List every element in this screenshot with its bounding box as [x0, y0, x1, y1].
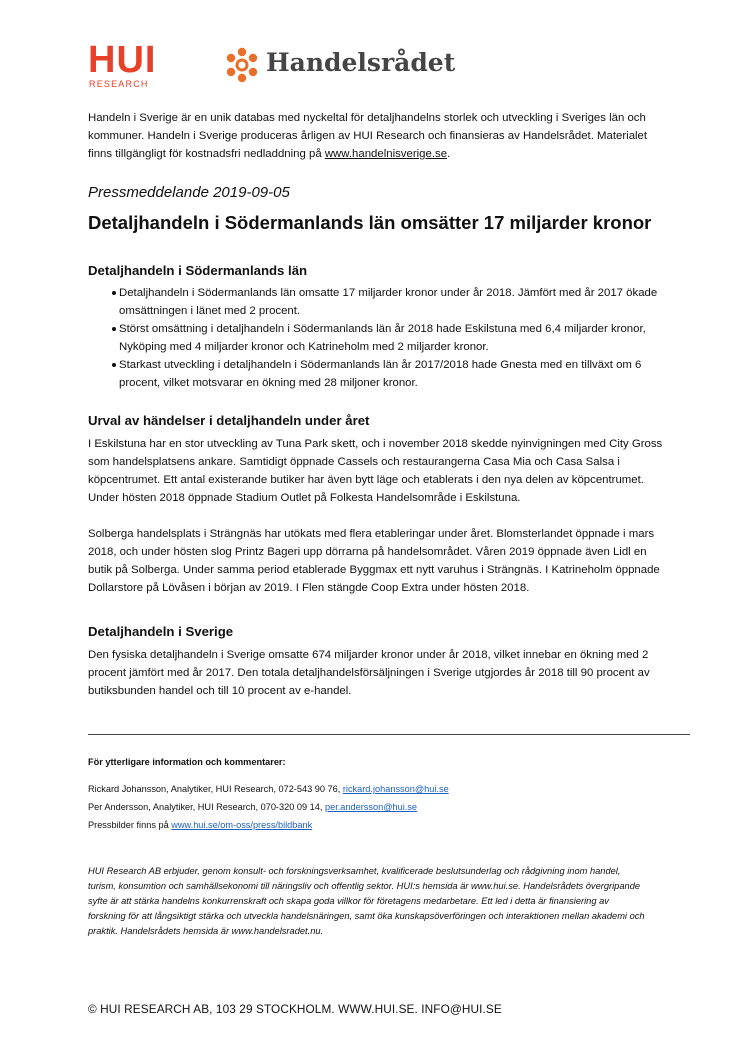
about-paragraph: HUI Research AB erbjuder, genom konsult- och forskningsverksamhet, kvalificerade beslutsunderlag och rådgivning inom handel, turism, konsumtion och samhällsekonomi till näringsliv och offentlig sektor. HUI:s hemsida är www.hui.se. Handelsrådets övergripande syfte är att stärka handelns konkurrenskraft och skapa goda villkor för företagens medarbetare. Ett led i detta är finansiering av forskning för att långsiktigt stärka och utveckla handelsnäringen, samt öka kunskapsöverföringen och interaktionen mellan akademi och praktik. Handelsrådets hemsida är www.handelsradet.nu. [88, 866, 645, 936]
section-heading: Detaljhandeln i Sverige [88, 624, 234, 639]
contact-heading: För ytterligare information och kommentarer: [88, 757, 286, 767]
press-images-line [88, 820, 688, 830]
events-paragraph-1: I Eskilstuna har en stor utveckling av Tuna Park skett, och i november 2018 skedde nyinvigningen med City Gross som handelsplatsens ankare. Samtidigt öppnade Cassels och restaurangerna Casa Mia och Casa Salsa i köpcentrumet. Ett antal existerande butiker har även bytt läge och etablerats i den nya delen av köpcentrumet. Under hösten 2018 öppnade Stadium Outlet på Folkesta Handelsområde i Eskilstuna. [88, 438, 663, 504]
section-heading: Detaljhandeln i Södermanlands län [88, 263, 308, 278]
bullet-text: Störst omsättning i detaljhandeln i Södermanlands län år 2018 hade Eskilstuna med 6,4 miljarder kronor, Nyköping med 4 miljarder kronor och Katrineholm med 2 miljarder kronor. [119, 323, 646, 353]
bullet-dot [112, 327, 116, 331]
contact-text: Per Andersson, Analytiker, HUI Research, 070-320 09 14, [88, 802, 325, 812]
handelnisverige-link[interactable]: www.handelnisverige.se [324, 148, 448, 160]
handelsradet-logo [223, 45, 463, 87]
page-footer: © HUI RESEARCH AB, 103 29 STOCKHOLM. WWW.HUI.SE. INFO@HUI.SE [88, 1002, 502, 1016]
handelsradet-flower-icon [223, 46, 261, 84]
page-title: Detaljhandeln i Södermanlands län omsätter 17 miljarder kronor [88, 212, 652, 233]
section-heading: Urval av händelser i detaljhandeln under året [88, 413, 370, 428]
bullet-text: Starkast utveckling i detaljhandeln i Södermanlands län år 2017/2018 hade Gnesta med en tillväxt om 6 procent, vilket motsvarar en ökning med 28 miljoner kronor. [119, 359, 642, 389]
intro-text: Handeln i Sverige är en unik databas med nyckeltal för detaljhandelns storlek och utveckling i Sveriges län och kommuner. Handeln i Sverige produceras årligen av HUI Research och finansieras av Handelsrådet. Materialet finns tillgängligt för kostnadsfri nedladdning på [88, 112, 648, 160]
press-images-text: Pressbilder finns på [88, 820, 172, 830]
hui-logo-subtitle: RESEARCH [89, 79, 149, 89]
handelsradet-logo-word: Handelsrådet [266, 48, 456, 77]
events-paragraph-2: Solberga handelsplats i Strängnäs har utökats med flera etableringar under året. Blomsterlandet öppnade i mars 2018, och under hösten slog Printz Bageri upp dörrarna på handelsområdet. Våren 2019 öppnade även Lidl en butik på Solberga. Under samma period etablerade Byggmax ett nytt varuhus i Strängnäs. I Katrineholm öppnade Dollarstore på Lövåsen i början av 2019. I Flen stängde Coop Extra under hösten 2018. [88, 528, 660, 594]
list-item [88, 284, 673, 320]
list-item [88, 320, 673, 356]
press-images-link[interactable]: www.hui.se/om-oss/press/bildbank [171, 820, 313, 830]
list-item [88, 356, 673, 392]
section-sverige [88, 624, 673, 700]
divider [88, 734, 690, 735]
bullet-dot [112, 363, 116, 367]
hui-logo-word: HUI [88, 39, 157, 81]
bullet-text: Detaljhandeln i Södermanlands län omsatte 17 miljarder kronor under år 2018. Jämfört med år 2017 ökade omsättningen i länet med 2 procent. [119, 287, 658, 317]
contact-line [88, 784, 688, 794]
bullet-dot [112, 291, 116, 295]
intro-end: . [447, 148, 451, 160]
logo-row [88, 40, 508, 92]
hui-research-logo [88, 39, 188, 90]
section-sodermanland [88, 263, 673, 392]
section-events [88, 413, 673, 597]
contact-block [88, 757, 688, 830]
email-link[interactable]: per.andersson@hui.se [324, 802, 418, 812]
intro-paragraph [88, 109, 668, 163]
email-link[interactable]: rickard.johansson@hui.se [342, 784, 449, 794]
contact-line [88, 802, 688, 812]
press-release-date: Pressmeddelande 2019-09-05 [88, 184, 290, 201]
sverige-paragraph: Den fysiska detaljhandeln i Sverige omsatte 674 miljarder kronor under år 2018, vilket innebar en ökning med 2 procent jämfört med år 2017. Den totala detaljhandelsförsäljningen i Sverige utgjordes år 2018 till 90 procent av butiksbunden handel och till 10 procent av e-handel. [88, 649, 650, 697]
bullet-list [88, 284, 673, 392]
contact-text: Rickard Johansson, Analytiker, HUI Research, 072-543 90 76, [88, 784, 343, 794]
